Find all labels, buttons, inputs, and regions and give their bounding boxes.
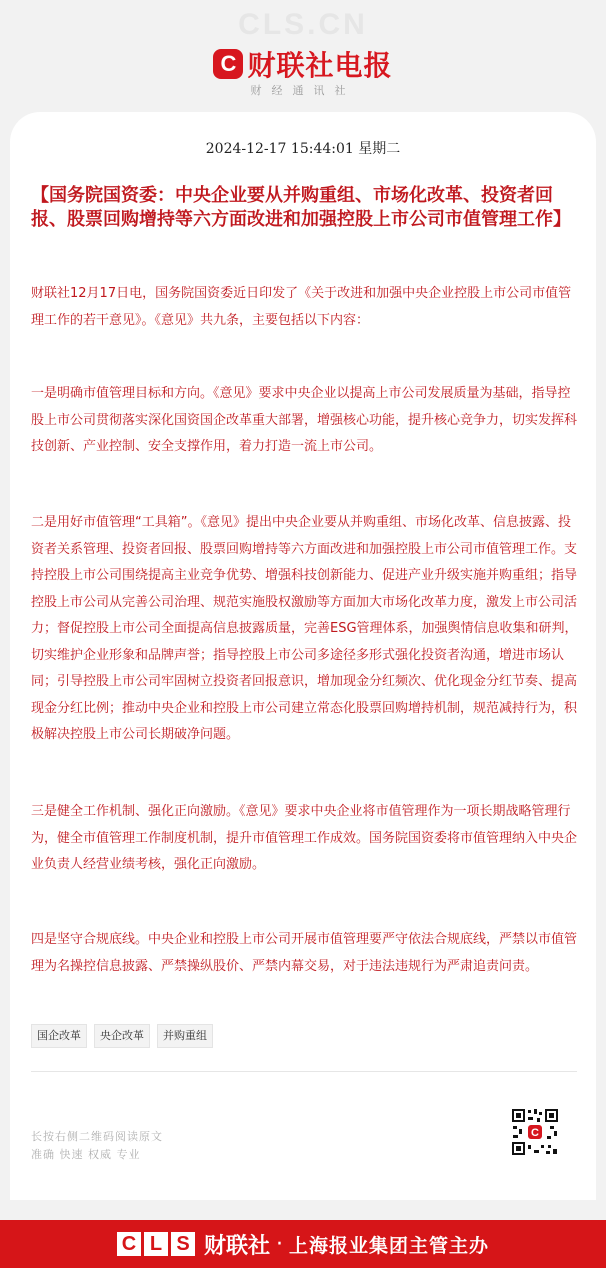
- cls-logo-icon: C: [213, 49, 243, 79]
- paragraph-three: 三是健全工作机制、强化正向激励。《意见》要求中央企业将市值管理作为一项长期战略管理行为，健全市值管理工作制度机制，提升市值管理工作成效。国务院国资委将市值管理纳入中央企业负责人经营业绩考核，强化正向激励。: [31, 804, 578, 872]
- svg-text:C: C: [531, 1127, 539, 1139]
- cls-letter-c: C: [117, 1232, 141, 1256]
- footer-organization: 上海报业集团主管主办: [289, 1234, 490, 1257]
- tag-item[interactable]: 央企改革: [94, 1024, 150, 1048]
- cls-letter-l: L: [144, 1232, 168, 1256]
- article-headline: 【国务院国资委：中央企业要从并购重组、市场化改革、投资者回报、股票回购增持等六方面改进和加强控股上市公司市值管理工作】: [31, 185, 571, 230]
- cls-watermark: CLS.CN: [238, 8, 368, 41]
- qr-code-icon[interactable]: [510, 1107, 560, 1157]
- paragraph-intro: 财联社12月17日电，国务院国资委近日印发了《关于改进和加强中央企业控股上市公司市值管理工作的若干意见》。《意见》共九条，主要包括以下内容：: [31, 286, 572, 328]
- footer-brand-name: 财联社: [203, 1233, 270, 1259]
- slogan-text: 准确 快速 权威 专业: [31, 1148, 141, 1161]
- article-datetime: 2024-12-17 15:44:01 星期二: [205, 141, 401, 157]
- brand-logo: [0, 44, 606, 84]
- divider: [31, 1071, 577, 1072]
- qr-hint-text: 长按右侧二维码阅读原文: [31, 1130, 163, 1143]
- footer-banner: [0, 1220, 606, 1268]
- cls-letter-s: S: [171, 1232, 195, 1256]
- brand-subtitle: 财经通讯社: [250, 84, 356, 97]
- footer-separator: ·: [276, 1231, 283, 1257]
- brand-name: 财联社电报: [247, 49, 393, 82]
- tag-item[interactable]: 国企改革: [31, 1024, 87, 1048]
- tag-item[interactable]: 并购重组: [157, 1024, 213, 1048]
- tag-list: [31, 1024, 213, 1048]
- paragraph-four: 四是坚守合规底线。中央企业和控股上市公司开展市值管理要严守依法合规底线，严禁以市值管理为名操控信息披露、严禁操纵股价、严禁内幕交易，对于违法违规行为严肃追责问责。: [31, 932, 578, 974]
- paragraph-one: 一是明确市值管理目标和方向。《意见》要求中央企业以提高上市公司发展质量为基础，指导控股上市公司贯彻落实深化国资国企改革重大部署，增强核心功能，提升核心竞争力，切实发挥科技创新、产业控制、安全支撑作用，着力打造一流上市公司。: [31, 386, 578, 454]
- paragraph-two: 二是用好市值管理“工具箱”。《意见》提出中央企业要从并购重组、市场化改革、信息披露、投资者关系管理、投资者回报、股票回购增持等六方面改进和加强控股上市公司市值管理工作。支持控股上市公司围绕提高主业竞争优势、增强科技创新能力、促进产业升级实施并购重组；指导控股上市公司从完善公司治理、规范实施股权激励等方面加大市场化改革力度，激发上市公司活力；督促控股上市公司全面提高信息披露质量，完善ESG管理体系，加强舆情信息收集和研判，切实维护企业形象和品牌声誉；指导控股上市公司多途径多形式强化投资者沟通，增进市场认同；引导控股上市公司牢固树立投资者回报意识，增加现金分红频次、优化现金分红节奏、提高现金分红比例；推动中央企业和控股上市公司建立常态化股票回购增持机制，规范减持行为，积极解决控股上市公司长期破净问题。: [31, 515, 578, 742]
